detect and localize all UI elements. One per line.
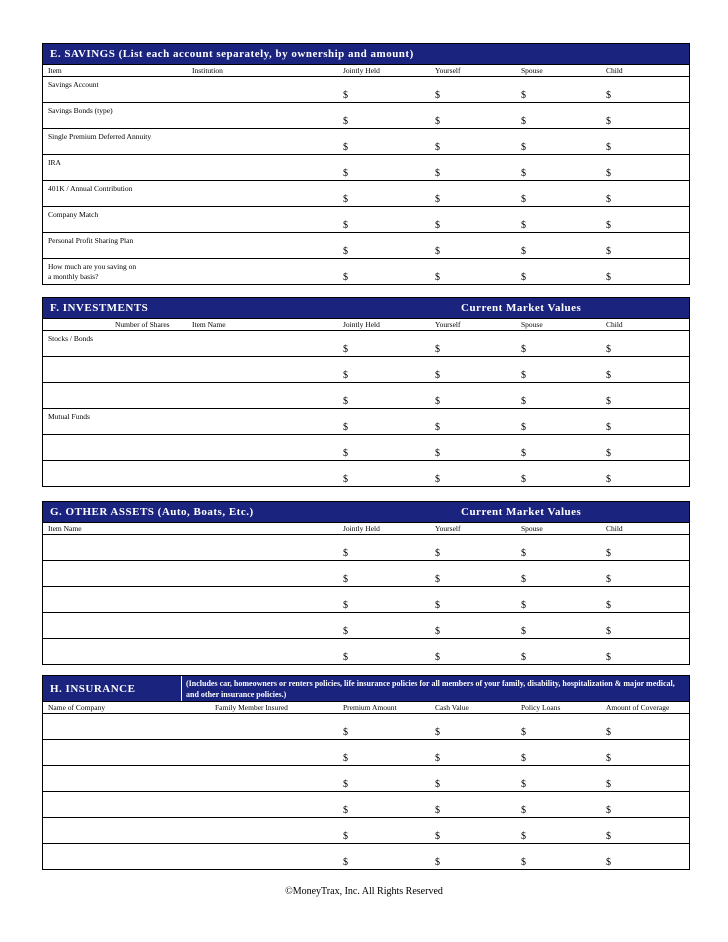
form-row — [43, 233, 689, 259]
form-row — [43, 435, 689, 461]
amount-field[interactable]: $ — [435, 90, 440, 101]
amount-field[interactable]: $ — [521, 652, 526, 663]
investments-section — [42, 297, 690, 487]
col-item-name: Item Name — [192, 320, 226, 329]
amount-field[interactable]: $ — [343, 142, 348, 153]
col-child: Child — [606, 524, 623, 533]
amount-field[interactable]: $ — [606, 90, 611, 101]
form-row — [43, 639, 689, 664]
other-assets-rows — [43, 535, 689, 664]
amount-field[interactable]: $ — [521, 548, 526, 559]
insurance-header-label: H. INSURANCE — [50, 683, 136, 695]
form-row — [43, 357, 689, 383]
form-row — [43, 561, 689, 587]
row-label: Company Match — [48, 210, 99, 219]
amount-field[interactable]: $ — [435, 574, 440, 585]
amount-field[interactable]: $ — [521, 857, 526, 868]
amount-field[interactable]: $ — [435, 370, 440, 381]
col-premium-amount: Premium Amount — [343, 703, 397, 712]
amount-field[interactable]: $ — [343, 626, 348, 637]
amount-field[interactable]: $ — [521, 246, 526, 257]
amount-field[interactable]: $ — [606, 396, 611, 407]
form-row — [43, 77, 689, 103]
amount-field[interactable]: $ — [606, 246, 611, 257]
amount-field[interactable]: $ — [606, 474, 611, 485]
amount-field[interactable]: $ — [606, 831, 611, 842]
form-row — [43, 587, 689, 613]
col-jointly-held: Jointly Held — [343, 524, 380, 533]
col-spouse: Spouse — [521, 66, 543, 75]
amount-field[interactable]: $ — [343, 652, 348, 663]
amount-field[interactable]: $ — [435, 753, 440, 764]
insurance-section — [42, 675, 690, 870]
form-row — [43, 103, 689, 129]
other-assets-header-label: G. OTHER ASSETS (Auto, Boats, Etc.) — [50, 506, 254, 518]
amount-field[interactable]: $ — [343, 448, 348, 459]
investments-column-headers — [43, 319, 689, 331]
row-label: How much are you saving on a monthly basis? — [48, 262, 137, 281]
other-assets-market-values-label: Current Market Values — [461, 506, 582, 518]
amount-field[interactable]: $ — [521, 272, 526, 283]
insurance-rows — [43, 714, 689, 869]
form-row — [43, 461, 689, 486]
amount-field[interactable]: $ — [521, 220, 526, 231]
amount-field[interactable]: $ — [435, 396, 440, 407]
savings-column-headers — [43, 65, 689, 77]
other-assets-header — [43, 502, 689, 523]
row-label: Mutual Funds — [48, 412, 90, 421]
amount-field[interactable]: $ — [435, 220, 440, 231]
form-row — [43, 259, 689, 284]
amount-field[interactable]: $ — [435, 194, 440, 205]
amount-field[interactable]: $ — [606, 600, 611, 611]
amount-field[interactable]: $ — [606, 727, 611, 738]
savings-section — [42, 43, 690, 285]
amount-field[interactable]: $ — [343, 831, 348, 842]
form-row — [43, 792, 689, 818]
amount-field[interactable]: $ — [606, 626, 611, 637]
col-spouse: Spouse — [521, 320, 543, 329]
amount-field[interactable]: $ — [343, 168, 348, 179]
investments-header-label: F. INVESTMENTS — [50, 302, 149, 314]
investments-rows — [43, 331, 689, 486]
col-item-name: Item Name — [48, 524, 82, 533]
amount-field[interactable]: $ — [606, 753, 611, 764]
amount-field[interactable]: $ — [606, 344, 611, 355]
col-number-of-shares: Number of Shares — [115, 320, 170, 329]
col-jointly-held: Jointly Held — [343, 320, 380, 329]
col-child: Child — [606, 66, 623, 75]
amount-field[interactable]: $ — [343, 548, 348, 559]
form-row — [43, 844, 689, 869]
col-spouse: Spouse — [521, 524, 543, 533]
insurance-header — [43, 676, 689, 702]
amount-field[interactable]: $ — [343, 727, 348, 738]
amount-field[interactable]: $ — [521, 370, 526, 381]
form-row — [43, 740, 689, 766]
col-institution: Institution — [192, 66, 223, 75]
form-row — [43, 409, 689, 435]
row-label: Savings Bonds (type) — [48, 106, 113, 115]
amount-field[interactable]: $ — [521, 90, 526, 101]
amount-field[interactable]: $ — [521, 396, 526, 407]
amount-field[interactable]: $ — [435, 448, 440, 459]
amount-field[interactable]: $ — [343, 474, 348, 485]
col-policy-loans: Policy Loans — [521, 703, 561, 712]
amount-field[interactable]: $ — [521, 600, 526, 611]
amount-field[interactable]: $ — [521, 753, 526, 764]
amount-field[interactable]: $ — [343, 574, 348, 585]
other-assets-section — [42, 501, 690, 665]
amount-field[interactable]: $ — [521, 422, 526, 433]
amount-field[interactable]: $ — [435, 422, 440, 433]
amount-field[interactable]: $ — [521, 116, 526, 127]
amount-field[interactable]: $ — [435, 474, 440, 485]
col-yourself: Yourself — [435, 320, 461, 329]
amount-field[interactable]: $ — [435, 142, 440, 153]
amount-field[interactable]: $ — [435, 246, 440, 257]
row-label: Stocks / Bonds — [48, 334, 94, 343]
amount-field[interactable]: $ — [606, 272, 611, 283]
col-name-of-company: Name of Company — [48, 703, 106, 712]
amount-field[interactable]: $ — [435, 805, 440, 816]
amount-field[interactable]: $ — [521, 168, 526, 179]
amount-field[interactable]: $ — [521, 448, 526, 459]
amount-field[interactable]: $ — [521, 344, 526, 355]
amount-field[interactable]: $ — [521, 779, 526, 790]
amount-field[interactable]: $ — [435, 344, 440, 355]
form-row — [43, 714, 689, 740]
amount-field[interactable]: $ — [606, 857, 611, 868]
investments-market-values-label: Current Market Values — [461, 302, 582, 314]
form-row — [43, 818, 689, 844]
investments-header — [43, 298, 689, 319]
amount-field[interactable]: $ — [435, 727, 440, 738]
amount-field[interactable]: $ — [343, 805, 348, 816]
amount-field[interactable]: $ — [435, 168, 440, 179]
amount-field[interactable]: $ — [521, 805, 526, 816]
row-label: 401K / Annual Contribution — [48, 184, 133, 193]
amount-field[interactable]: $ — [521, 574, 526, 585]
col-amount-of-coverage: Amount of Coverage — [606, 703, 670, 712]
row-label: IRA — [48, 158, 61, 167]
col-yourself: Yourself — [435, 66, 461, 75]
amount-field[interactable]: $ — [435, 779, 440, 790]
row-label: Single Premium Deferred Annuity — [48, 132, 152, 141]
amount-field[interactable]: $ — [606, 422, 611, 433]
amount-field[interactable]: $ — [343, 272, 348, 283]
amount-field[interactable]: $ — [435, 857, 440, 868]
form-row — [43, 207, 689, 233]
amount-field[interactable]: $ — [606, 652, 611, 663]
amount-field[interactable]: $ — [521, 194, 526, 205]
amount-field[interactable]: $ — [435, 272, 440, 283]
amount-field[interactable]: $ — [521, 474, 526, 485]
col-cash-value: Cash Value — [435, 703, 469, 712]
form-row — [43, 613, 689, 639]
amount-field[interactable]: $ — [606, 370, 611, 381]
amount-field[interactable]: $ — [343, 396, 348, 407]
col-jointly-held: Jointly Held — [343, 66, 380, 75]
amount-field[interactable]: $ — [521, 831, 526, 842]
col-item: Item — [48, 66, 62, 75]
savings-header-label: E. SAVINGS (List each account separately, by ownership and amount) — [50, 48, 414, 60]
amount-field[interactable]: $ — [606, 194, 611, 205]
amount-field[interactable]: $ — [606, 142, 611, 153]
amount-field[interactable]: $ — [435, 652, 440, 663]
amount-field[interactable]: $ — [606, 548, 611, 559]
amount-field[interactable]: $ — [606, 448, 611, 459]
amount-field[interactable]: $ — [435, 831, 440, 842]
amount-field[interactable]: $ — [521, 142, 526, 153]
form-row — [43, 331, 689, 357]
amount-field[interactable]: $ — [343, 779, 348, 790]
insurance-column-headers — [43, 702, 689, 714]
other-assets-column-headers — [43, 523, 689, 535]
amount-field[interactable]: $ — [435, 548, 440, 559]
amount-field[interactable]: $ — [606, 220, 611, 231]
amount-field[interactable]: $ — [343, 344, 348, 355]
amount-field[interactable]: $ — [435, 116, 440, 127]
amount-field[interactable]: $ — [343, 220, 348, 231]
amount-field[interactable]: $ — [606, 805, 611, 816]
amount-field[interactable]: $ — [606, 168, 611, 179]
row-label: Personal Profit Sharing Plan — [48, 236, 134, 245]
col-family-member-insured: Family Member Insured — [215, 703, 288, 712]
form-row — [43, 129, 689, 155]
row-label: Savings Account — [48, 80, 99, 89]
savings-rows — [43, 77, 689, 284]
col-child: Child — [606, 320, 623, 329]
amount-field[interactable]: $ — [343, 90, 348, 101]
amount-field[interactable]: $ — [343, 370, 348, 381]
amount-field[interactable]: $ — [606, 779, 611, 790]
amount-field[interactable]: $ — [606, 574, 611, 585]
amount-field[interactable]: $ — [343, 422, 348, 433]
amount-field[interactable]: $ — [521, 727, 526, 738]
form-row — [43, 766, 689, 792]
amount-field[interactable]: $ — [521, 626, 526, 637]
amount-field[interactable]: $ — [606, 116, 611, 127]
amount-field[interactable]: $ — [343, 600, 348, 611]
amount-field[interactable]: $ — [435, 626, 440, 637]
col-yourself: Yourself — [435, 524, 461, 533]
amount-field[interactable]: $ — [435, 600, 440, 611]
amount-field[interactable]: $ — [343, 753, 348, 764]
form-row — [43, 155, 689, 181]
copyright-footer: ©MoneyTrax, Inc. All Rights Reserved — [285, 886, 443, 897]
form-row — [43, 181, 689, 207]
form-row — [43, 535, 689, 561]
savings-header — [43, 44, 689, 65]
amount-field[interactable]: $ — [343, 857, 348, 868]
amount-field[interactable]: $ — [343, 116, 348, 127]
amount-field[interactable]: $ — [343, 246, 348, 257]
amount-field[interactable]: $ — [343, 194, 348, 205]
insurance-description: (Includes car, homeowners or renters policies, life insurance policies for all members of your family, disability, hospitalization & major medical, and other insurance policies.) — [181, 676, 689, 701]
form-row — [43, 383, 689, 409]
